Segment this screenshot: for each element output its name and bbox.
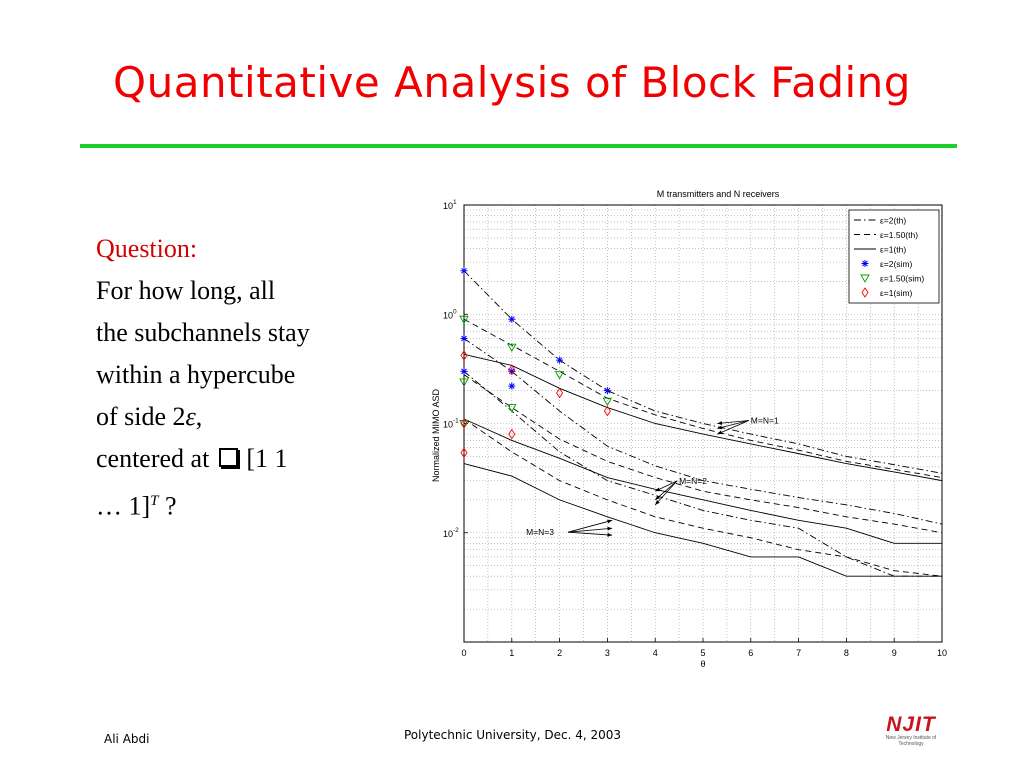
data-point-star	[461, 368, 468, 375]
legend-label: ε=1.50(th)	[880, 230, 919, 240]
question-transpose: T	[150, 493, 159, 509]
chart-svg	[425, 185, 960, 680]
legend-label: ε=1(th)	[880, 244, 907, 255]
logo-text: NJIT	[886, 713, 936, 736]
footer-venue: Polytechnic University, Dec. 4, 2003	[404, 728, 622, 742]
x-axis-label: θ	[700, 659, 706, 669]
y-tick-label: $10^{-1}$	[443, 417, 459, 430]
annotation-label: M=N=3	[526, 527, 555, 538]
x-tick-label: 0	[461, 648, 467, 658]
title-underline	[80, 144, 957, 148]
question-end: … 1]	[96, 491, 151, 521]
box-bullet-icon	[219, 448, 238, 467]
annotation-label: M=N=1	[750, 415, 779, 426]
data-point-star	[556, 357, 563, 364]
njit-logo	[876, 713, 946, 747]
x-tick-label: 6	[748, 648, 754, 658]
slide-title: Quantitative Analysis of Block Fading	[113, 58, 911, 107]
footer-author: Ali Abdi	[104, 732, 150, 746]
legend-label: ε=1(sim)	[880, 288, 913, 298]
x-tick-label: 3	[604, 648, 610, 658]
question-line-3: within a hypercube	[96, 360, 296, 389]
question-line-6	[96, 480, 396, 528]
y-axis-label: Normalized MIMO ASD	[431, 388, 441, 483]
x-tick-label: 1	[509, 648, 515, 658]
question-centered: centered at	[96, 444, 210, 473]
x-tick-label: 4	[652, 648, 658, 658]
asd-chart	[425, 185, 960, 685]
question-line-2: the subchannels stay	[96, 318, 310, 347]
y-tick-label: $10^{-2}$	[443, 526, 459, 539]
x-tick-label: 5	[700, 648, 706, 658]
x-tick-label: 9	[891, 648, 897, 658]
legend-label: ε=2(sim)	[880, 259, 913, 269]
legend-label: ε=2(th)	[880, 215, 907, 226]
legend	[849, 210, 939, 303]
question-line-1: For how long, all	[96, 276, 276, 305]
question-line-4-text: of side 2	[96, 402, 186, 431]
question-mark: ?	[158, 491, 177, 521]
question-line-4	[96, 396, 396, 438]
x-tick-label: 10	[936, 648, 948, 658]
question-epsilon: ε	[185, 402, 196, 431]
question-vector: [1 1	[246, 444, 288, 473]
chart-title: M transmitters and N receivers	[656, 189, 780, 199]
x-tick-label: 2	[557, 648, 563, 658]
data-point-star	[508, 316, 515, 323]
legend-label: ε=1.50(sim)	[880, 273, 925, 284]
question-line-5	[96, 438, 396, 480]
question-comma: ,	[195, 402, 203, 431]
x-tick-label: 7	[796, 648, 802, 658]
data-point-star	[461, 335, 468, 342]
data-point-star	[604, 387, 611, 394]
question-label: Question:	[96, 234, 198, 263]
data-point-star	[508, 383, 515, 390]
y-tick-label: $10^0$	[443, 308, 457, 321]
question-block	[96, 228, 396, 528]
x-tick-label: 8	[843, 648, 849, 658]
data-point-star	[461, 267, 468, 274]
logo-subtext: New Jersey Institute of Technology	[885, 735, 937, 747]
annotation-label: M=N=2	[679, 475, 707, 486]
y-tick-label: $10^1$	[443, 199, 457, 211]
legend-swatch-star	[862, 260, 869, 267]
